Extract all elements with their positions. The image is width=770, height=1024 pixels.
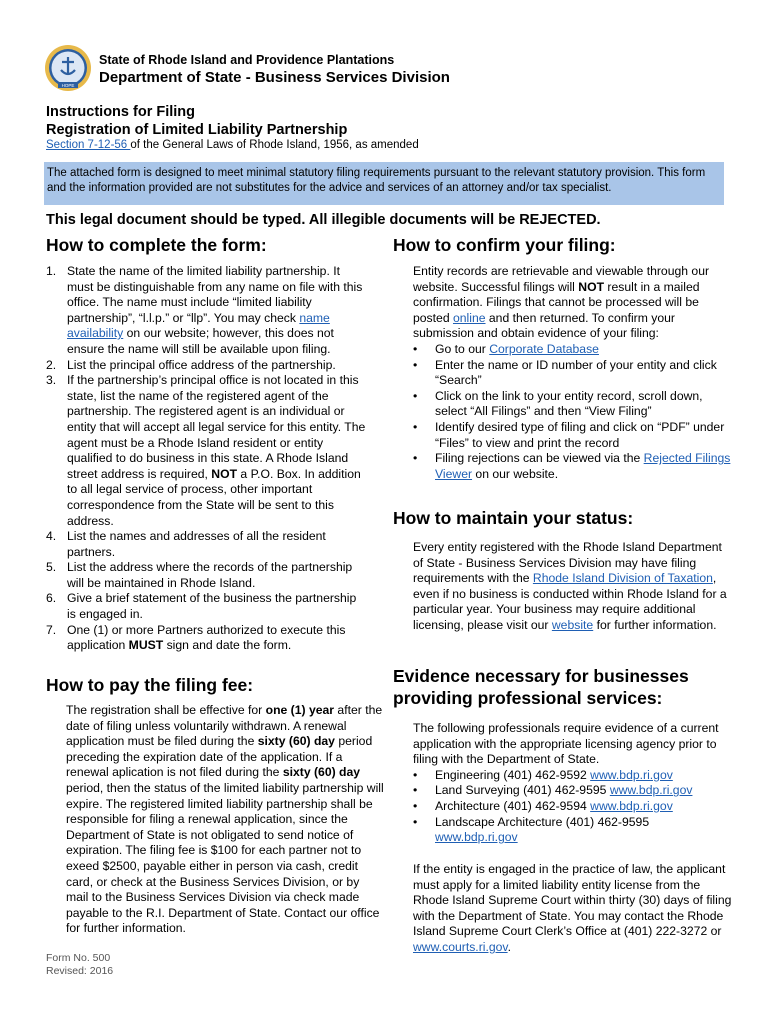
- law-practice-text: If the entity is engaged in the practice of law, the applicant must apply for a limited liability entity license from the Rhode Island Supreme Court within thirty (30) days of filing with the Department of State. You may contact the Rhode Island Supreme Court Clerk’s Office at (401) 222-3272 or www.courts.ri.gov.: [413, 862, 732, 954]
- professional-list: [413, 768, 733, 846]
- pay-fee-text: The registration shall be effective for one (1) year after the date of filing unless voluntarily withdrawn. A renewal application must be filed during the sixty (60) day period preceding the expiration date of the application. If a renewal aplication is not filed during the sixty (60) day period, then the status of the limited liability partnership will expire. The registered limited liability partnership shall be responsible for filing a renewal application, since the Department of State is not obligated to send notice of expiration. The filing fee is $100 for each partner not to exeed $2500, payable either in person via cash, credit card, or check at the Business Services Division, or by mail to the Business Services Division via check made payable to the R.I. Department of State. Contact our office for further information.: [66, 703, 384, 936]
- maintain-status-text: Every entity registered with the Rhode Island Department of State - Business Services Division may have filing requirements with the Rhode Island Division of Taxation, even if no business is conducted within Rhode Island for a particular year. Your business may require additional licensing, please visit our website for further information.: [413, 540, 727, 632]
- online-link[interactable]: online: [452, 310, 486, 325]
- list-item: 7. One (1) or more Partners authorized to execute this application MUST sign and date the form.: [46, 622, 346, 653]
- department-name: Department of State - Business Services Division: [99, 69, 450, 86]
- evidence-intro: The following professionals require evidence of a current application with the appropriate licensing agency prior to filing with the Department of State.: [413, 721, 719, 767]
- confirm-steps: [413, 342, 733, 482]
- list-item: • Go to our Corporate Database: [413, 341, 599, 356]
- list-item: • Click on the link to your entity record, scroll down, select “All Filings” and then “View Filing”: [413, 388, 703, 419]
- disclaimer-notice: The attached form is designed to meet minimal statutory filing requirements pursuant to the relevant statutory provision. This form and the information provided are not substitutes for the advice and services of an attorney and/or tax specialist.: [44, 162, 724, 205]
- svg-text:HOPE: HOPE: [61, 83, 75, 88]
- title-line-2: Registration of Limited Liability Partnership: [46, 122, 348, 138]
- pay-fee-heading: How to pay the filing fee:: [46, 675, 254, 695]
- bdp-link[interactable]: www.bdp.ri.gov: [590, 798, 673, 813]
- form-number-text: Form No. 500: [46, 952, 111, 964]
- list-item: 5. List the address where the records of the partnership will be maintained in Rhode Island.: [46, 560, 353, 590]
- maintain-status-heading: How to maintain your status:: [393, 508, 634, 528]
- list-item: • Filing rejections can be viewed via the Rejected Filings Viewer on our website.: [413, 451, 731, 481]
- list-item: 3. If the partnership’s principal office is not located in this state, list the name of the registered agent of the partnership. The registered agent is an individual or entity that will accept all legal service for this entity. The agent must be a Rhode Island resident or entity qualified to do business in this state. A Rhode Island street address is required, NOT a P.O. Box. In addition to all legal service of process, other important correspondence from the State will be sent to this address.: [46, 373, 366, 528]
- complete-form-heading: How to complete the form:: [46, 235, 267, 255]
- title-line-1: Instructions for Filing: [46, 104, 196, 120]
- rejected-filings-viewer-link[interactable]: Rejected Filings Viewer: [435, 451, 731, 481]
- list-item: 2. List the principal office address of the partnership.: [46, 357, 336, 372]
- website-link[interactable]: website: [551, 617, 594, 632]
- professional-services-section: [413, 721, 733, 846]
- statute-text: of the General Laws of Rhode Island, 1956, as amended: [130, 139, 419, 151]
- list-item: • Land Surveying (401) 462-9595 www.bdp.ri.gov: [413, 783, 693, 798]
- statute-reference: [46, 139, 419, 151]
- form-number: [46, 952, 113, 978]
- document-title: [46, 103, 347, 139]
- state-seal-logo: [44, 44, 92, 92]
- state-name: State of Rhode Island and Providence Plantations: [99, 53, 395, 67]
- revised-date: Revised: 2016: [46, 965, 114, 977]
- confirm-filing-heading: How to confirm your filing:: [393, 235, 616, 255]
- list-item: • Landscape Architecture (401) 462-9595 www.bdp.ri.gov: [413, 814, 650, 845]
- confirm-intro: Entity records are retrievable and viewable through our website. Successful filings will NOT result in a mailed confirmation. Filings that cannot be processed will be posted online and then returned. To confirm your submission and obtain evidence of your filing:: [413, 264, 710, 341]
- list-item: 4. List the names and addresses of all the resident partners.: [46, 529, 326, 559]
- list-item: • Enter the name or ID number of your entity and click “Search”: [413, 357, 717, 388]
- section-link[interactable]: Section 7-12-56: [46, 139, 131, 151]
- professional-services-heading: Evidence necessary for businesses providing professional services:: [393, 666, 689, 708]
- confirm-filing-section: [413, 264, 733, 482]
- courts-link[interactable]: www.courts.ri.gov: [413, 939, 508, 954]
- name-availability-link[interactable]: name availability: [67, 310, 330, 341]
- list-item: 1. State the name of the limited liability partnership. It must be distinguishable from any name on file with this office. The name must include “limited liability partnership”, “l.l.p.” or “llp”. You may check name availability on our website; however, this does not ensure the name will still be available upon filing.: [46, 264, 363, 356]
- complete-form-steps: [46, 264, 366, 654]
- bdp-link[interactable]: www.bdp.ri.gov: [435, 830, 518, 845]
- bdp-link[interactable]: www.bdp.ri.gov: [609, 783, 693, 798]
- bdp-link[interactable]: www.bdp.ri.gov: [590, 767, 673, 782]
- corporate-database-link[interactable]: Corporate Database: [489, 341, 599, 356]
- list-item: • Engineering (401) 462-9592 www.bdp.ri.gov: [413, 767, 673, 782]
- division-of-taxation-link[interactable]: Rhode Island Division of Taxation: [532, 571, 713, 586]
- typed-warning: This legal document should be typed. All illegible documents will be REJECTED.: [46, 212, 601, 228]
- list-item: • Identify desired type of filing and click on “PDF” under “Files” to view and print the record: [413, 419, 725, 450]
- list-item: • Architecture (401) 462-9594 www.bdp.ri.gov: [413, 798, 673, 813]
- list-item: 6. Give a brief statement of the business the partnership is engaged in.: [46, 591, 357, 622]
